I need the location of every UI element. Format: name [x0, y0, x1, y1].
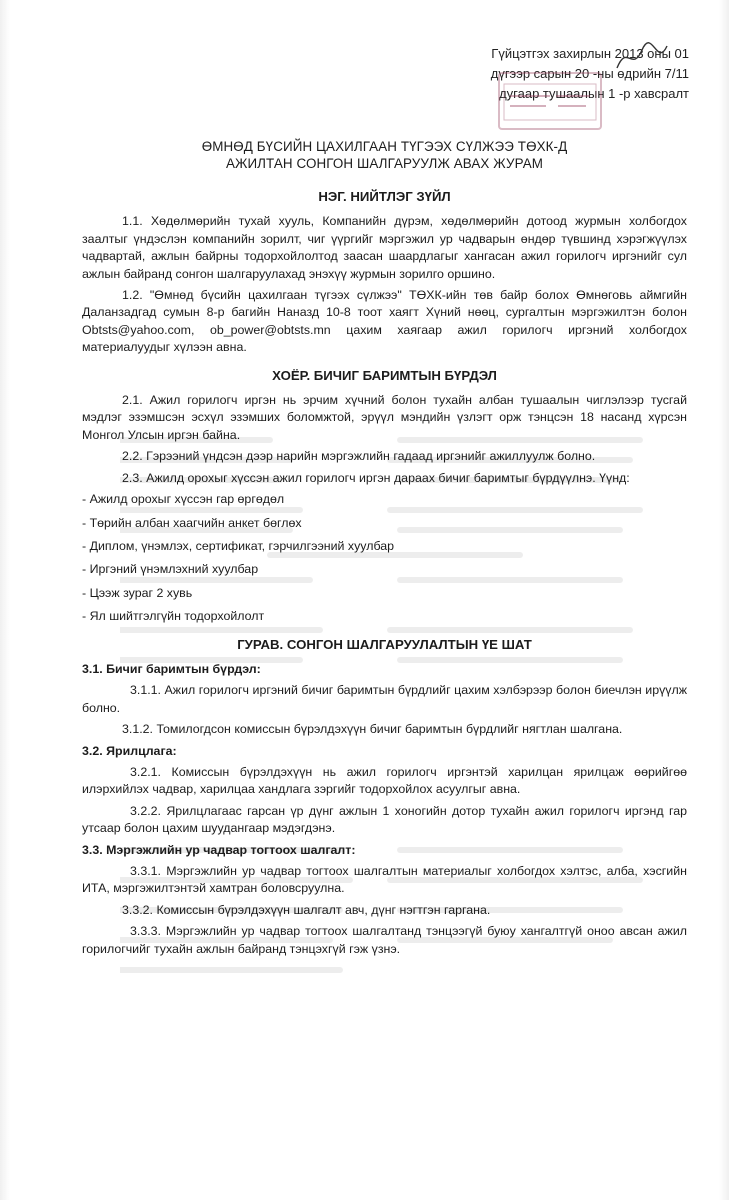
title-line-2: АЖИЛТАН СОНГОН ШАЛГАРУУЛЖ АВАХ ЖУРАМ	[225, 156, 544, 171]
section-1-heading: НЭГ. НИЙТЛЭГ ЗҮЙЛ	[318, 189, 451, 204]
paragraph-3-2-2: 3.2.2. Ярилцлагаас гарсан үр дүнг ажлын 1 хоногийн дотор тухайн ажил горилогч иргэнд гар утсаар болон цахим шуудангаар мэдэгдэнэ.	[82, 803, 687, 836]
paragraph-3-2-1: 3.2.1. Комиссын бүрэлдэхүүн нь ажил горилогч иргэнтэй харилцан ярилцаж өөрийгөө илэрхийлэх чадвар, харилцаа хандлага зэргийг тодорхойлох асуулгыг авна.	[82, 764, 687, 797]
document-body	[82, 128, 687, 962]
section-3-heading: ГУРАВ. СОНГОН ШАЛГАРУУЛАЛТЫН ҮЕ ШАТ	[237, 636, 532, 652]
paragraph-2-3: 2.3. Ажилд орохыг хүссэн ажил горилогч иргэн дараах бичиг баримтыг бүрдүүлнэ. Үүнд:	[122, 470, 630, 485]
list-item: - Иргэний үнэмлэхний хуулбар	[82, 562, 259, 577]
subsection-3-3-heading: 3.3. Мэргэжлийн ур чадвар тогтоох шалгалт:	[82, 842, 356, 857]
scan-shadow-right	[719, 0, 729, 1200]
paragraph-2-2: 2.2. Гэрээний үндсэн дээр нарийн мэргэжлийн гадаад иргэнийг ажиллуулж болно.	[122, 449, 596, 464]
required-documents-list	[82, 491, 687, 625]
header-line-1: Гүйцэтгэх захирлын 2013 оны 01	[491, 46, 689, 61]
official-stamp	[498, 72, 602, 130]
paragraph-1-2: 1.2. "Өмнөд бүсийн цахилгаан түгээх сүлжээ" ТӨХК-ийн төв байр болох Өмнөговь аймгийн Даланзадгад сумын 8-р багийн Наназд 10-8 тоот хаягт Хүний нөөц, сургалтын мэргэжилтэн болон Obtsts@yahoo.com, ob_power@obtsts.mn цахим хаягаар ажил горилогч иргэний холбогдох материалуудыг хүлээн авна.	[82, 288, 687, 355]
list-item: - Ажилд орохыг хүссэн гар өргөдөл	[82, 492, 285, 507]
section-2-heading: ХОЁР. БИЧИГ БАРИМТЫН БҮРДЭЛ	[272, 367, 497, 383]
signature-drawing	[612, 38, 672, 78]
signature-mark	[612, 38, 672, 78]
header-line-3: дугаар тушаалын 1 -р хавсралт	[499, 86, 689, 101]
title-line-1: ӨМНӨД БҮСИЙН ЦАХИЛГААН ТҮГЭЭХ СҮЛЖЭЭ ТӨХК-Д	[201, 139, 568, 154]
subsection-3-2-heading: 3.2. Ярилцлага:	[82, 743, 177, 758]
paragraph-2-1: 2.1. Ажил горилогч иргэн нь эрчим хүчний болон тухайн албан тушаалын чиглэлээр тусгай мэдлэг эзэмшсэн эсхүл эзэмших боломжтой, эрүүл мэндийн үзлэгт орж тэнцсэн 18 насанд хүрсэн Монгол Улсын иргэн байна.	[82, 393, 687, 442]
header-line-2: дүгээр сарын 20 -ны өдрийн 7/11	[490, 66, 689, 81]
document-title	[82, 138, 687, 172]
list-item: - Диплом, үнэмлэх, сертификат, гэрчилгээний хуулбар	[82, 538, 395, 553]
paragraph-3-3-1: 3.3.1. Мэргэжлийн ур чадвар тогтоох шалгалтын материалыг холбогдох хэлтэс, алба, хэсгийн ИТА, мэргэжилтэнтэй хамтран боловсруулна.	[82, 864, 687, 896]
stamp-drawing	[500, 82, 600, 122]
paragraph-3-3-2: 3.3.2. Комиссын бүрэлдэхүүн шалгалт авч, дүнг нэгтгэн гаргана.	[122, 902, 491, 917]
paragraph-1-1: 1.1. Хөдөлмөрийн тухай хууль, Компанийн дүрэм, хөдөлмөрийн дотоод журмын холбогдох заалтыг үндэслэн компанийн зорилт, чиг үүргийг мэргэжил ур чадварын өндөр түвшинд хэрэгжүүлэх чадвартай, ажлын байрны тодорхойлолтод заасан шаардлагыг хангасан ажил горилогч иргэнийг сул ажлын байранд сонгон шалгаруулахад энэхүү журмын зорилго оршино.	[82, 214, 687, 281]
list-item: - Төрийн албан хаагчийн анкет бөглөх	[82, 515, 302, 530]
list-item: - Цээж зураг 2 хувь	[82, 585, 193, 600]
list-item: - Ял шийтгэлгүйн тодорхойлолт	[82, 609, 265, 624]
paragraph-3-1-1: 3.1.1. Ажил горилогч иргэний бичиг баримтын бүрдлийг цахим хэлбэрээр болон биечлэн ирүүлж болно.	[82, 683, 687, 715]
subsection-3-1-heading: 3.1. Бичиг баримтын бүрдэл:	[82, 661, 261, 676]
scan-shadow-left	[0, 0, 10, 1200]
paragraph-3-3-3: 3.3.3. Мэргэжлийн ур чадвар тогтоох шалгалтанд тэнцээгүй буюу хангалтгүй оноо авсан ажил горилогчийг тухайн ажлын байранд тэнцэхгүй гэж үзнэ.	[82, 924, 687, 956]
paragraph-3-1-2: 3.1.2. Томилогдсон комиссын бүрэлдэхүүн бичиг баримтын бүрдлийг нягтлан шалгана.	[122, 722, 623, 737]
